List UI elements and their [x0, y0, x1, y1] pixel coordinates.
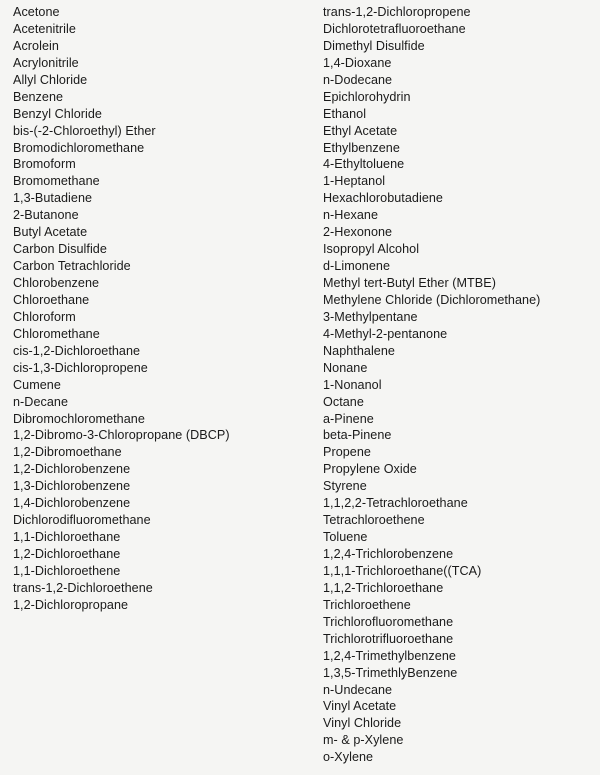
compound-name: Tetrachloroethene [323, 513, 425, 528]
compound-name: Bromomethane [13, 174, 100, 189]
compound-name: Allyl Chloride [13, 72, 88, 87]
compound-name: Naphthalene [323, 343, 395, 358]
compound-name: Isopropyl Alcohol [323, 242, 420, 257]
compound-name: Dibromochloromethane [13, 411, 145, 426]
compound-name: Propene [323, 445, 371, 460]
compound-name: 2-Hexonone [323, 225, 393, 240]
compound-name: Vinyl Chloride [323, 716, 402, 731]
compound-name: n-Undecane [323, 682, 393, 697]
compound-name: Acrolein [13, 38, 59, 53]
compound-name: Trichloroethene [323, 597, 411, 612]
compound-name: 1,1,2-Trichloroethane [323, 580, 444, 595]
compound-name: d-Limonene [323, 259, 391, 274]
compound-name: Styrene [323, 479, 367, 494]
compound-name: 1,2-Dibromo-3-Chloropropane (DBCP) [13, 428, 230, 443]
compound-name: o-Xylene [323, 750, 374, 765]
compound-name: trans-1,2-Dichloroethene [13, 580, 153, 595]
compound-name: 1,2,4-Trichlorobenzene [323, 547, 454, 561]
compound-name: cis-1,3-Dichloropropene [13, 360, 148, 375]
compound-name: 1,1,2,2-Tetrachloroethane [323, 496, 468, 511]
compound-name: Trichlorofluoromethane [323, 614, 454, 629]
compound-name: 1-Heptanol [323, 174, 386, 189]
compound-name: 1,4-Dichlorobenzene [13, 496, 131, 511]
compound-name: Chloroform [13, 309, 76, 324]
compound-name: 1,1-Dichloroethene [13, 563, 121, 578]
compound-name: Vinyl Acetate [323, 699, 397, 714]
compound-name: Epichlorohydrin [323, 89, 411, 104]
compound-name: Trichlorotrifluoroethane [323, 631, 454, 646]
compound-name: Acetone [13, 5, 60, 19]
compound-name: a-Pinene [323, 411, 374, 426]
compound-name: 1,2-Dichlorobenzene [13, 462, 131, 477]
compound-name: Dichlorotetrafluoroethane [323, 21, 466, 36]
compound-name: Toluene [323, 530, 368, 545]
compound-name: 1-Nonanol [323, 377, 382, 392]
compound-name: beta-Pinene [323, 428, 392, 443]
compound-name: 1,1-Dichloroethane [13, 530, 121, 545]
compound-name: Dichlorodifluoromethane [13, 513, 151, 528]
compound-name: Cumene [13, 377, 61, 392]
compound-name: n-Dodecane [323, 72, 393, 87]
compound-name: 1,3-Dichlorobenzene [13, 479, 131, 494]
compound-name: Benzyl Chloride [13, 106, 102, 121]
compound-name: Ethyl Acetate [323, 123, 398, 138]
compound-name: n-Hexane [323, 208, 379, 223]
compound-name: Chloromethane [13, 326, 100, 341]
compound-name: Chlorobenzene [13, 276, 100, 290]
compound-name: Acrylonitrile [13, 55, 79, 70]
compound-name: cis-1,2-Dichloroethane [13, 343, 141, 358]
left-compound-column [13, 4, 303, 614]
compound-name: Chloroethane [13, 292, 90, 307]
compound-name: 2-Butanone [13, 208, 79, 223]
compound-name: Bromoform [13, 157, 76, 172]
compound-name: Butyl Acetate [13, 225, 88, 240]
compound-name: 1,2-Dichloropropane [13, 597, 129, 612]
compound-name: 1,2-Dichloroethane [13, 547, 121, 561]
compound-name: bis-(-2-Chloroethyl) Ether [13, 123, 156, 138]
compound-name: Benzene [13, 89, 64, 104]
compound-name: 1,1,1-Trichloroethane((TCA) [323, 563, 482, 578]
compound-name: Hexachlorobutadiene [323, 191, 443, 206]
compound-name: 4-Methyl-2-pentanone [323, 326, 448, 341]
compound-name: trans-1,2-Dichloropropene [323, 5, 471, 19]
compound-name: m- & p-Xylene [323, 733, 404, 748]
compound-name: Bromodichloromethane [13, 140, 145, 155]
compound-name: 4-Ethyltoluene [323, 157, 405, 172]
compound-name: 1,3,5-TrimethlyBenzene [323, 665, 458, 680]
right-compound-column [323, 4, 598, 766]
compound-name: Ethanol [323, 106, 367, 121]
compound-name: 3-Methylpentane [323, 309, 418, 324]
compound-name: 1,2-Dibromoethane [13, 445, 122, 460]
compound-name: 1,3-Butadiene [13, 191, 93, 206]
compound-name: Carbon Tetrachloride [13, 259, 131, 274]
compound-name: 1,2,4-Trimethylbenzene [323, 648, 456, 663]
compound-name: n-Decane [13, 394, 69, 409]
compound-name: Carbon Disulfide [13, 242, 107, 257]
compound-name: Propylene Oxide [323, 462, 417, 477]
compound-name: Methylene Chloride (Dichloromethane) [323, 292, 541, 307]
compound-name: Nonane [323, 360, 368, 375]
compound-name: Ethylbenzene [323, 140, 400, 155]
compound-name: Acetenitrile [13, 21, 76, 36]
compound-name: Octane [323, 394, 364, 409]
compound-name: 1,4-Dioxane [323, 55, 392, 70]
compound-name: Dimethyl Disulfide [323, 38, 425, 53]
compound-name: Methyl tert-Butyl Ether (MTBE) [323, 276, 496, 290]
